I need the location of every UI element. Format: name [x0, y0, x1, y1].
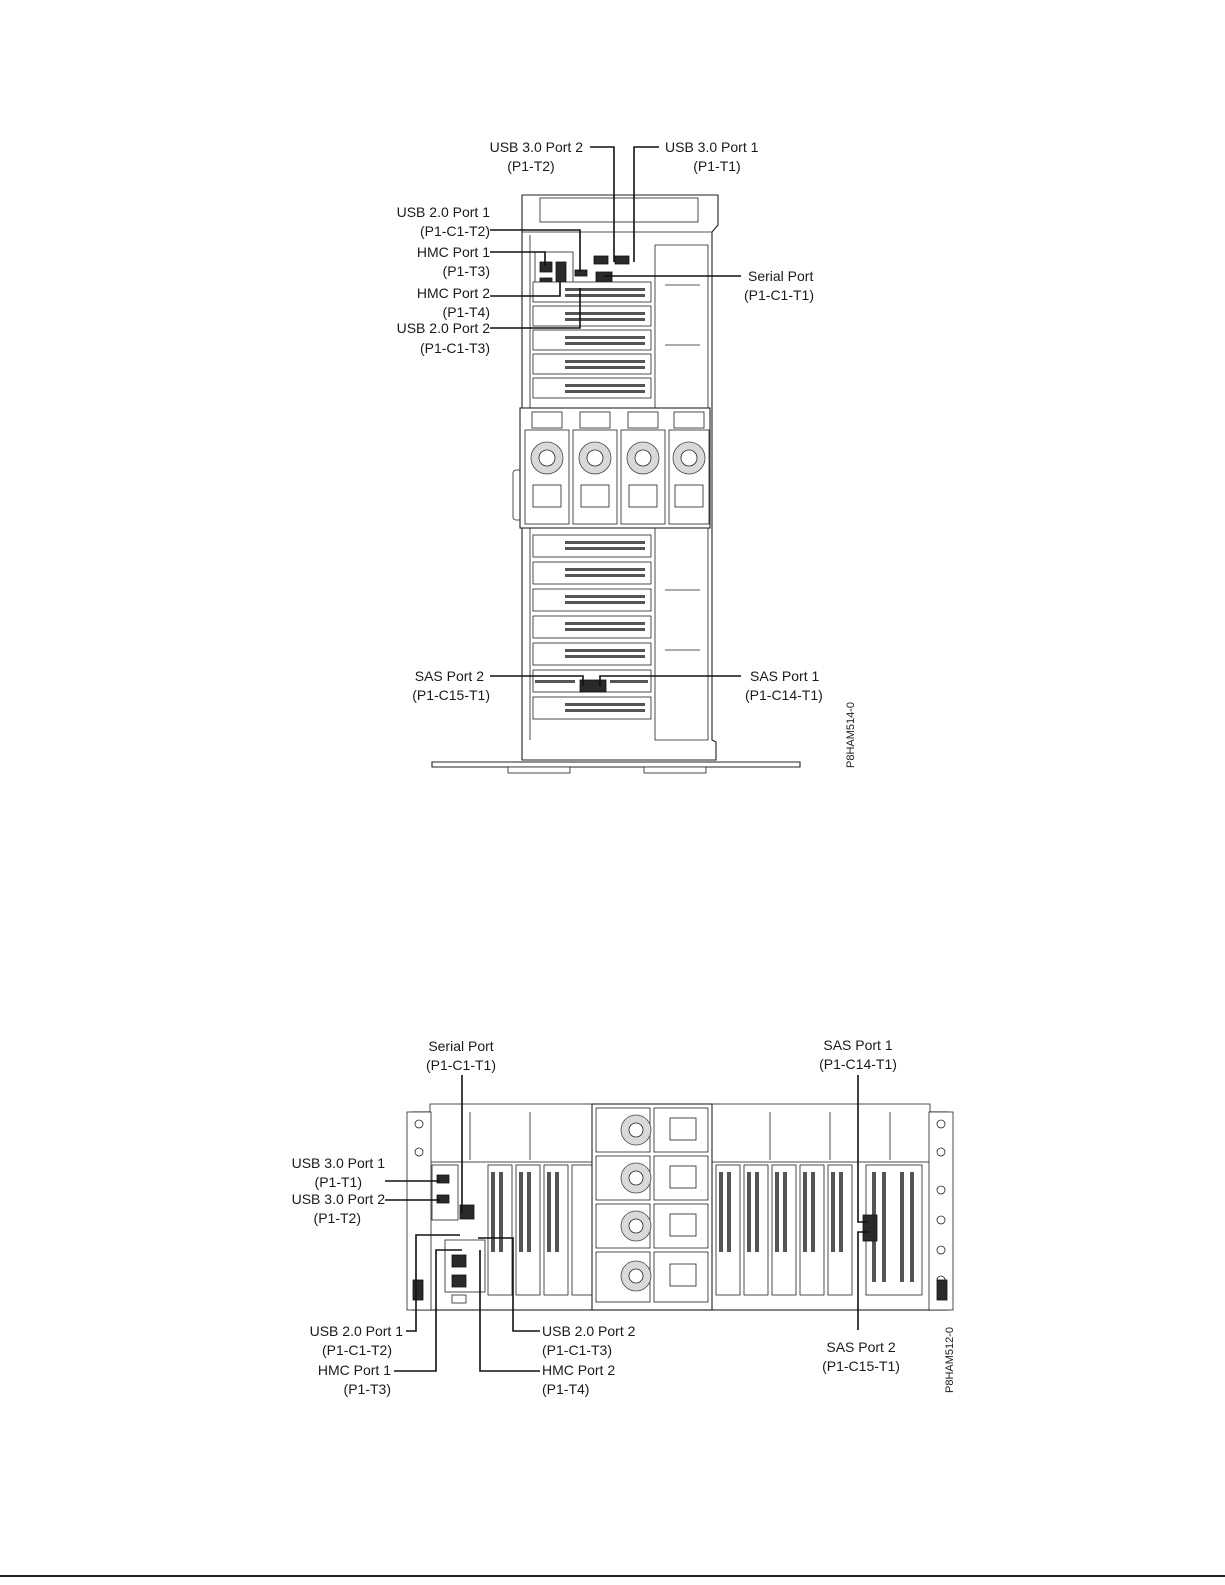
- tower-sas-port1-name: SAS Port 1: [750, 668, 820, 684]
- rack-serial-port-name: Serial Port: [428, 1038, 494, 1054]
- tower-usb20-port1-loc: (P1-C1-T2): [419, 223, 490, 239]
- rack-usb20-port1-name: USB 2.0 Port 1: [309, 1323, 403, 1339]
- rack-hmc-port1-loc: (P1-T3): [343, 1381, 391, 1397]
- tower-hmc-port2-loc: (P1-T4): [442, 304, 490, 320]
- tower-lower-pcie-slots: [533, 535, 651, 719]
- page-bottom-rule: [0, 1575, 1225, 1577]
- rack-hmc-port2-loc: (P1-T4): [542, 1381, 590, 1397]
- tower-usb30-port1-loc: (P1-T1): [693, 158, 741, 174]
- rack-sas-connectors: [863, 1215, 877, 1241]
- tower-power-supplies: [520, 408, 710, 528]
- tower-sas-port2-name: SAS Port 2: [414, 668, 484, 684]
- tower-server-figure: [397, 139, 857, 773]
- rack-usb30-port1-loc: (P1-T1): [314, 1174, 362, 1190]
- tower-serial-port-name: Serial Port: [748, 268, 814, 284]
- tower-usb20-port1-name: USB 2.0 Port 1: [396, 204, 490, 220]
- rack-usb20-port2-loc: (P1-C1-T3): [542, 1342, 613, 1358]
- tower-usb30-port2-loc: (P1-T2): [507, 158, 555, 174]
- tower-top-handle: [540, 198, 698, 222]
- tower-serial-port-loc: (P1-C1-T1): [744, 287, 815, 303]
- rack-power-supplies: [592, 1104, 712, 1310]
- rack-sas-port1-name: SAS Port 1: [823, 1037, 893, 1053]
- rack-usb30-port1-name: USB 3.0 Port 1: [291, 1155, 385, 1171]
- tower-hmc-port1-name: HMC Port 1: [416, 244, 490, 260]
- tower-usb20-port2-name: USB 2.0 Port 2: [396, 320, 490, 336]
- tower-base: [432, 762, 800, 767]
- rack-server-figure: [292, 1037, 956, 1397]
- rack-hmc-port1-name: HMC Port 1: [317, 1362, 391, 1378]
- tower-usb30-port1-name: USB 3.0 Port 1: [665, 139, 759, 155]
- rack-sas-port2-loc: (P1-C15-T1): [822, 1358, 900, 1374]
- tower-sas-port1-loc: (P1-C14-T1): [745, 687, 823, 703]
- tower-hmc-port1-loc: (P1-T3): [442, 263, 490, 279]
- tower-usb30-port2-name: USB 3.0 Port 2: [489, 139, 583, 155]
- rack-figure-code: P8HAM512-0: [944, 1326, 956, 1393]
- tower-usb20-port2-loc: (P1-C1-T3): [419, 340, 490, 356]
- rack-sas-port2-name: SAS Port 2: [826, 1339, 896, 1355]
- rack-usb30-port2-loc: (P1-T2): [313, 1210, 361, 1226]
- tower-upper-pcie-slots: [533, 282, 651, 398]
- rack-hmc-port2-name: HMC Port 2: [542, 1362, 616, 1378]
- tower-sas-port2-loc: (P1-C15-T1): [412, 687, 490, 703]
- rack-left-pcie-slots: [488, 1165, 592, 1295]
- rack-serial-port-loc: (P1-C1-T1): [425, 1057, 497, 1073]
- tower-figure-code: P8HAM514-0: [845, 701, 857, 768]
- tower-hmc-port2-name: HMC Port 2: [416, 285, 490, 301]
- rack-usb30-port2-name: USB 3.0 Port 2: [291, 1191, 385, 1207]
- tower-sas-connectors: [580, 680, 606, 692]
- rack-sas-port1-loc: (P1-C14-T1): [819, 1056, 897, 1072]
- rack-usb20-port2-name: USB 2.0 Port 2: [542, 1323, 636, 1339]
- rack-right-pcie-slots: [716, 1165, 922, 1295]
- tower-side-panel: [655, 245, 708, 410]
- rack-usb20-port1-loc: (P1-C1-T2): [321, 1342, 392, 1358]
